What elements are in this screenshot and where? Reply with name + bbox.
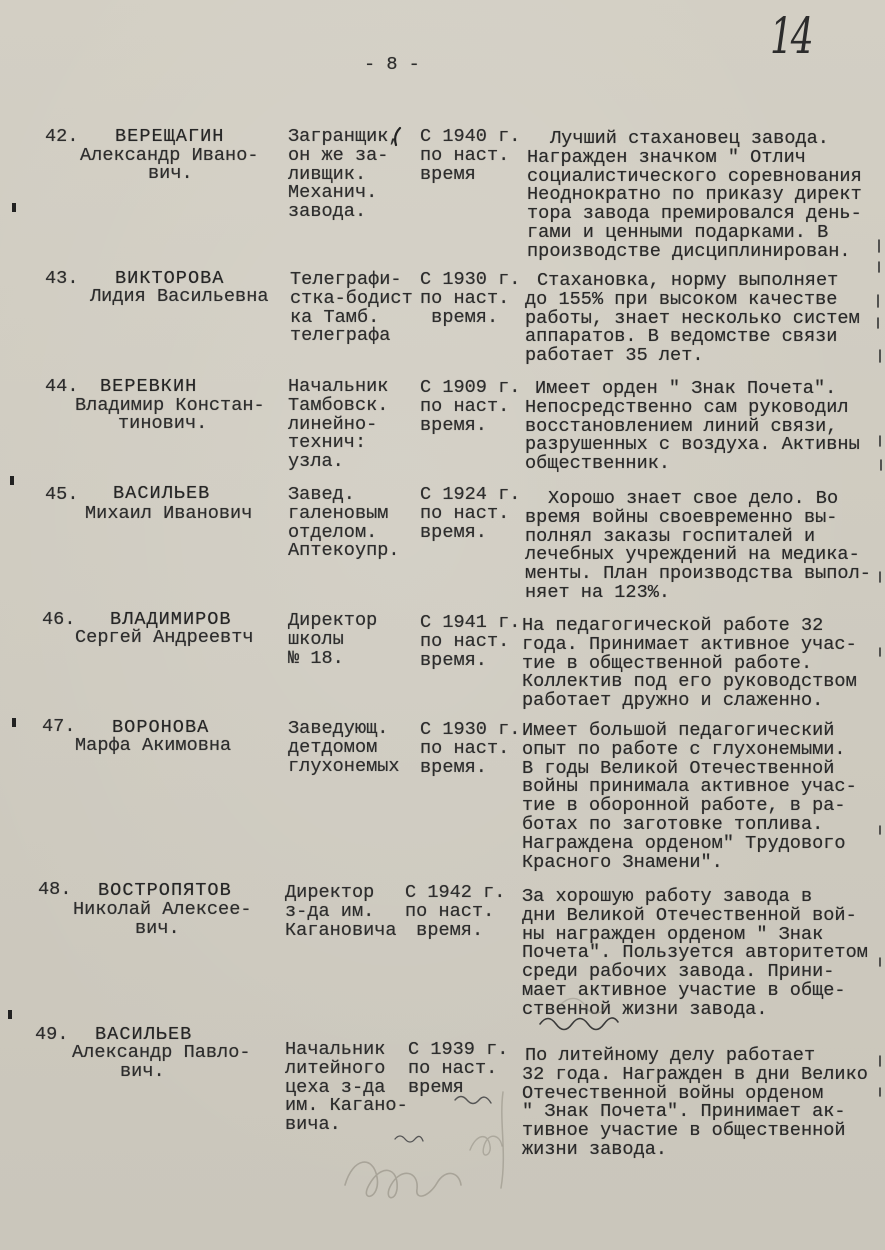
handwritten-page-number: 14 xyxy=(770,7,812,65)
edge-mark xyxy=(8,1010,12,1019)
entry-description: Имеет орден " Знак Почета". Непосредственно сам руководил восстановлением линий связи, разрушенных с воздуха. Активны общественник. xyxy=(525,378,860,475)
entry-number: 47. xyxy=(42,716,76,737)
right-edge-bleed xyxy=(878,240,881,1096)
entry-since: С 1924 г. по наст. время. xyxy=(420,484,521,543)
entry-number: 42. xyxy=(45,126,79,147)
faint-signature xyxy=(345,1162,461,1198)
entry-description: Стахановка, норму выполняет до 155% при высоком качестве работы, знает несколько систем аппаратов. В ведомстве связи работает 35 лет. xyxy=(525,270,860,367)
edge-mark xyxy=(10,476,14,485)
entry-surname: ВОРОНОВА xyxy=(112,717,210,738)
entry-since: С 1930 г. по наст. время. xyxy=(420,719,521,778)
entry-number: 45. xyxy=(45,484,79,505)
entry-given-name-continued: тинович. xyxy=(118,413,208,434)
pen-scribble xyxy=(395,1136,423,1142)
entry-description: Имеет большой педагогический опыт по работе с глухонемыми. В годы Великой Отечественной войны принимала активное учас- тие в оборонной работе, в ра- ботах по заготовке топлива. Награждена орденом" Трудового Красного Знамени". xyxy=(522,720,857,873)
entry-surname: ВЕРЕЩАГИН xyxy=(115,126,225,147)
entry-given-name-continued: вич. xyxy=(135,918,180,939)
entry-number: 48. xyxy=(38,879,72,900)
entry-surname: ВЕРЕВКИН xyxy=(100,376,198,397)
entry-position: Телеграфи- стка-бодист ка Тамб. телеграфа xyxy=(290,269,413,347)
entry-position: Директор школы № 18. xyxy=(288,610,378,669)
entry-surname: ВАСИЛЬЕВ xyxy=(95,1024,193,1045)
page-number: - 8 - xyxy=(364,54,420,75)
entry-given-name: Лидия Васильевна xyxy=(90,286,269,307)
faint-signature xyxy=(470,1136,502,1155)
edge-mark xyxy=(12,203,16,212)
entry-position: Загранщик, он же за- ливщик. Механич. завода. xyxy=(288,126,400,223)
entry-position: Начальник литейного цеха з-да им. Кагано- вича. xyxy=(285,1039,408,1136)
entry-description: Лучший стахановец завода. Награжден значком " Отлич социалистического соревнования Неоднократно по приказу директ тора завода премировался день- гами и ценными подарками. В производстве дисциплинирован. xyxy=(527,128,862,262)
entry-since: С 1939 г. по наст. время xyxy=(408,1039,509,1098)
entry-surname: ВИКТОРОВА xyxy=(115,268,225,289)
entry-position: Заведующ. детдомом глухонемых xyxy=(288,718,400,777)
entry-given-name: Владимир Констан- xyxy=(75,395,265,416)
entry-since: С 1942 г. по наст. время. xyxy=(405,882,506,941)
entry-given-name: Александр Ивано- xyxy=(80,145,259,166)
entry-given-name-continued: вич. xyxy=(120,1061,165,1082)
entry-since: С 1909 г. по наст. время. xyxy=(420,377,521,436)
entry-number: 44. xyxy=(45,376,79,397)
entry-number: 43. xyxy=(45,268,79,289)
entry-position: Директор з-да им. Кагановича xyxy=(285,882,397,941)
entry-position: Начальник Тамбовск. линейно- технич: узла. xyxy=(288,376,389,473)
entry-given-name: Александр Павло- xyxy=(72,1042,251,1063)
entry-since: С 1930 г. по наст. время. xyxy=(420,269,521,328)
entry-description: На педагогической работе 32 года. Принимает активное учас- тие в общественной работе. Коллектив под его руководством работает дружно и слаженно. xyxy=(522,615,857,712)
entry-description: По литейному делу работает 32 года. Награжден в дни Велико Отечественной войны орденом " Знак Почета". Принимает ак- тивное участие в общественной жизни завода. xyxy=(522,1045,868,1160)
entry-since: С 1940 г. по наст. время xyxy=(420,126,521,185)
faint-signature xyxy=(501,1092,503,1188)
entry-surname: ВАСИЛЬЕВ xyxy=(113,483,211,504)
entry-description: Хорошо знает свое дело. Во время войны своевременно вы- полнял заказы госпиталей и лечебных учреждений на медика- менты. План производства выпол- няет на 123%. xyxy=(525,488,871,603)
entry-given-name: Марфа Акимовна xyxy=(75,735,232,756)
entry-given-name: Николай Алексее- xyxy=(73,899,252,920)
entry-given-name-continued: вич. xyxy=(148,163,193,184)
entry-description: За хорошую работу завода в дни Великой Отечественной вой- ны награжден орденом " Знак Почета". Пользуется авторитетом среди рабочих завода. Прини- мает активное участие в обще- ственной жизни завода. xyxy=(522,886,868,1020)
entry-number: 49. xyxy=(35,1024,69,1045)
entry-surname: ВОСТРОПЯТОВ xyxy=(98,880,232,901)
entry-given-name: Михаил Иванович xyxy=(85,503,253,524)
edge-mark xyxy=(12,718,16,727)
entry-number: 46. xyxy=(42,609,76,630)
entry-position: Завед. галеновым отделом. Аптекоупр. xyxy=(288,484,400,562)
entry-since: С 1941 г. по наст. время. xyxy=(420,612,521,671)
entry-given-name: Сергей Андреевтч xyxy=(75,627,254,648)
entry-surname: ВЛАДИМИРОВ xyxy=(110,609,232,630)
